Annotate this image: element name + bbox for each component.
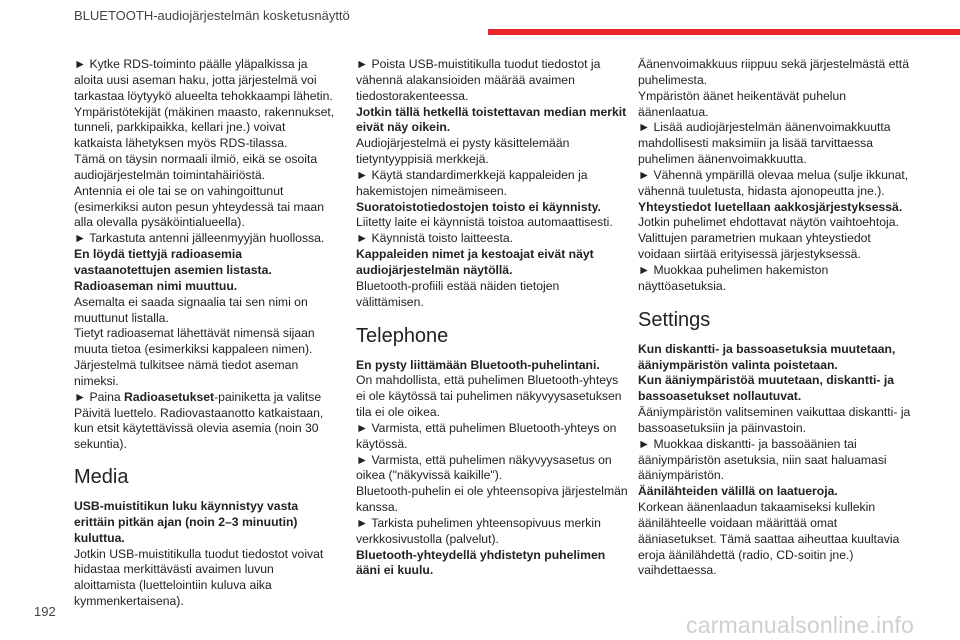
instruction: ► Muokkaa diskantti- ja bassoäänien tai ääniympäristön asetuksia, niin saat haluamasi ääniympäristön. bbox=[638, 436, 887, 483]
issue-heading: Suoratoistotiedostojen toisto ei käynnisty. bbox=[356, 199, 601, 214]
issue-heading: En löydä tiettyjä radioasemia vastaanotettujen asemien listasta. bbox=[74, 247, 272, 277]
text-column-3 bbox=[638, 57, 913, 579]
issue-heading: Kappaleiden nimet ja kestoajat eivät näyt audiojärjestelmän näytöllä. bbox=[356, 247, 594, 277]
instruction-lead: ► Paina bbox=[74, 389, 125, 404]
paragraph: Asemalta ei saada signaalia tai sen nimi on muuttunut listalla. bbox=[74, 294, 308, 325]
paragraph: Korkean äänenlaadun takaamiseksi kullekin äänilähteelle voidaan määrittää omat ääniasetukset. Tämä saattaa aiheuttaa kuultavia eroja äänilähdettä (radio, CD-soitin jne.) vaihdettaessa. bbox=[638, 500, 900, 578]
instruction: ► Poista USB-muistitikulla tuodut tiedostot ja vähennä alakansioiden määrää avaimen tiedostorakenteessa. bbox=[356, 57, 601, 103]
issue-heading: En pysty liittämään Bluetooth-puhelintani. bbox=[356, 357, 600, 372]
running-header-title: BLUETOOTH-audiojärjestelmän kosketusnäyttö bbox=[74, 8, 350, 23]
issue-heading: Äänilähteiden välillä on laatueroja. bbox=[638, 484, 838, 499]
section-heading-telephone: Telephone bbox=[356, 324, 449, 347]
paragraph: Liitetty laite ei käynnistä toistoa automaattisesti. bbox=[356, 215, 613, 230]
issue-heading: Yhteystiedot luetellaan aakkosjärjestyksessä. bbox=[638, 199, 903, 214]
instruction-rest: -painiketta ja valitse Päivitä luettelo. Radiovastaanotto katkaistaan, kun etsit käytettävissä olevia asemia (noin 30 sekuntia). bbox=[74, 389, 324, 452]
paragraph: Ympäristötekijät (mäkinen maasto, rakennukset, tunneli, parkkipaikka, kellari jne.) voivat katkaista lähetyksen myös RDS-tilassa. bbox=[74, 104, 335, 151]
issue-heading: USB-muistitikun luku käynnistyy vasta erittäin pitkän ajan (noin 2–3 minuutin) kuluttua. bbox=[74, 499, 299, 545]
instruction: ► Tarkastuta antenni jälleenmyyjän huollossa. bbox=[74, 231, 325, 246]
site-watermark: carmanualsonline.info bbox=[686, 612, 914, 638]
instruction bbox=[74, 390, 336, 453]
text-column-1 bbox=[74, 57, 336, 610]
instruction: ► Käynnistä toisto laitteesta. bbox=[356, 231, 514, 246]
page-number: 192 bbox=[34, 604, 56, 619]
instruction: ► Lisää audiojärjestelmän äänenvoimakkuutta mahdollisesti maksimiin ja lisää tarvittaessa puhelimen äänenvoimakkuutta. bbox=[638, 120, 891, 167]
paragraph: Ääniympäristön valitseminen vaikuttaa diskantti- ja bassoasetuksiin ja päinvastoin. bbox=[638, 405, 911, 435]
paragraph: Audiojärjestelmä ei pysty käsittelemään tietyntyyppisiä merkkejä. bbox=[356, 136, 570, 167]
issue-heading: Radioaseman nimi muuttuu. bbox=[74, 278, 238, 293]
paragraph: Tietyt radioasemat lähettävät nimensä sijaan muuta tietoa (esimerkiksi kappaleen nimen). bbox=[74, 326, 315, 357]
instruction: ► Vähennä ympärillä olevaa melua (sulje ikkunat, vähennä tuuletusta, hidasta ajonopeutta jne.). bbox=[638, 167, 909, 198]
paragraph: Järjestelmä tulkitsee nämä tiedot aseman nimeksi. bbox=[74, 358, 299, 388]
instruction: ► Varmista, että puhelimen näkyvyysasetus on oikea ("näkyvissä kaikille"). bbox=[356, 452, 612, 483]
header-accent-bar bbox=[488, 29, 960, 35]
paragraph: Jotkin USB-muistitikulla tuodut tiedostot voivat hidastaa merkittävästi avaimen luvun aloittamista (luettelointiin kuluva aika kymmenkertaisena). bbox=[74, 546, 324, 609]
radio-settings-label: Radioasetukset bbox=[124, 389, 215, 404]
paragraph: ► Kytke RDS-toiminto päälle yläpalkissa ja aloita uusi aseman haku, jotta järjestelmä voi tarkastaa löytyykö alueelta tehokkaampi lähetin. bbox=[74, 57, 333, 103]
paragraph: Tämä on täysin normaali ilmiö, eikä se osoita audiojärjestelmän toimintahäiriöstä. bbox=[74, 152, 318, 182]
paragraph: Ympäristön äänet heikentävät puhelun äänenlaatua. bbox=[638, 88, 847, 119]
paragraph: Bluetooth-puhelin ei ole yhteensopiva järjestelmän kanssa. bbox=[356, 484, 628, 515]
issue-heading: Bluetooth-yhteydellä yhdistetyn puhelimen ääni ei kuulu. bbox=[356, 547, 606, 578]
paragraph: On mahdollista, että puhelimen Bluetooth-yhteys ei ole käytössä tai puhelimen näkyvyysasetuksen tila ei ole oikea. bbox=[356, 373, 622, 420]
text-column-2 bbox=[356, 57, 628, 579]
issue-heading: Kun diskantti- ja bassoasetuksia muutetaan, ääniympäristön valinta poistetaan. bbox=[638, 341, 896, 372]
section-heading-settings: Settings bbox=[638, 308, 711, 331]
paragraph: Jotkin puhelimet ehdottavat näytön vaihtoehtoja. Valittujen parametrien mukaan yhteystiedot voidaan siirtää erityisessä järjestyksessä. bbox=[638, 215, 899, 262]
issue-heading: Jotkin tällä hetkellä toistettavan median merkit eivät näy oikein. bbox=[356, 104, 627, 135]
paragraph: Antennia ei ole tai se on vahingoittunut (esimerkiksi auton pesun yhteydessä tai maan alla olevalla pysäköintialueella). bbox=[74, 183, 324, 230]
paragraph: Bluetooth-profiili estää näiden tietojen välittämisen. bbox=[356, 278, 560, 309]
instruction: ► Muokkaa puhelimen hakemiston näyttöasetuksia. bbox=[638, 262, 829, 293]
paragraph: Äänenvoimakkuus riippuu sekä järjestelmästä että puhelimesta. bbox=[638, 57, 909, 87]
instruction: ► Tarkista puhelimen yhteensopivuus merkin verkkosivustolla (palvelut). bbox=[356, 515, 601, 546]
instruction: ► Käytä standardimerkkejä kappaleiden ja hakemistojen nimeämiseen. bbox=[356, 167, 588, 198]
issue-heading: Kun ääniympäristöä muutetaan, diskantti- ja bassoasetukset nollautuvat. bbox=[638, 373, 894, 404]
instruction: ► Varmista, että puhelimen Bluetooth-yhteys on käytössä. bbox=[356, 420, 617, 451]
section-heading-media: Media bbox=[74, 466, 129, 489]
